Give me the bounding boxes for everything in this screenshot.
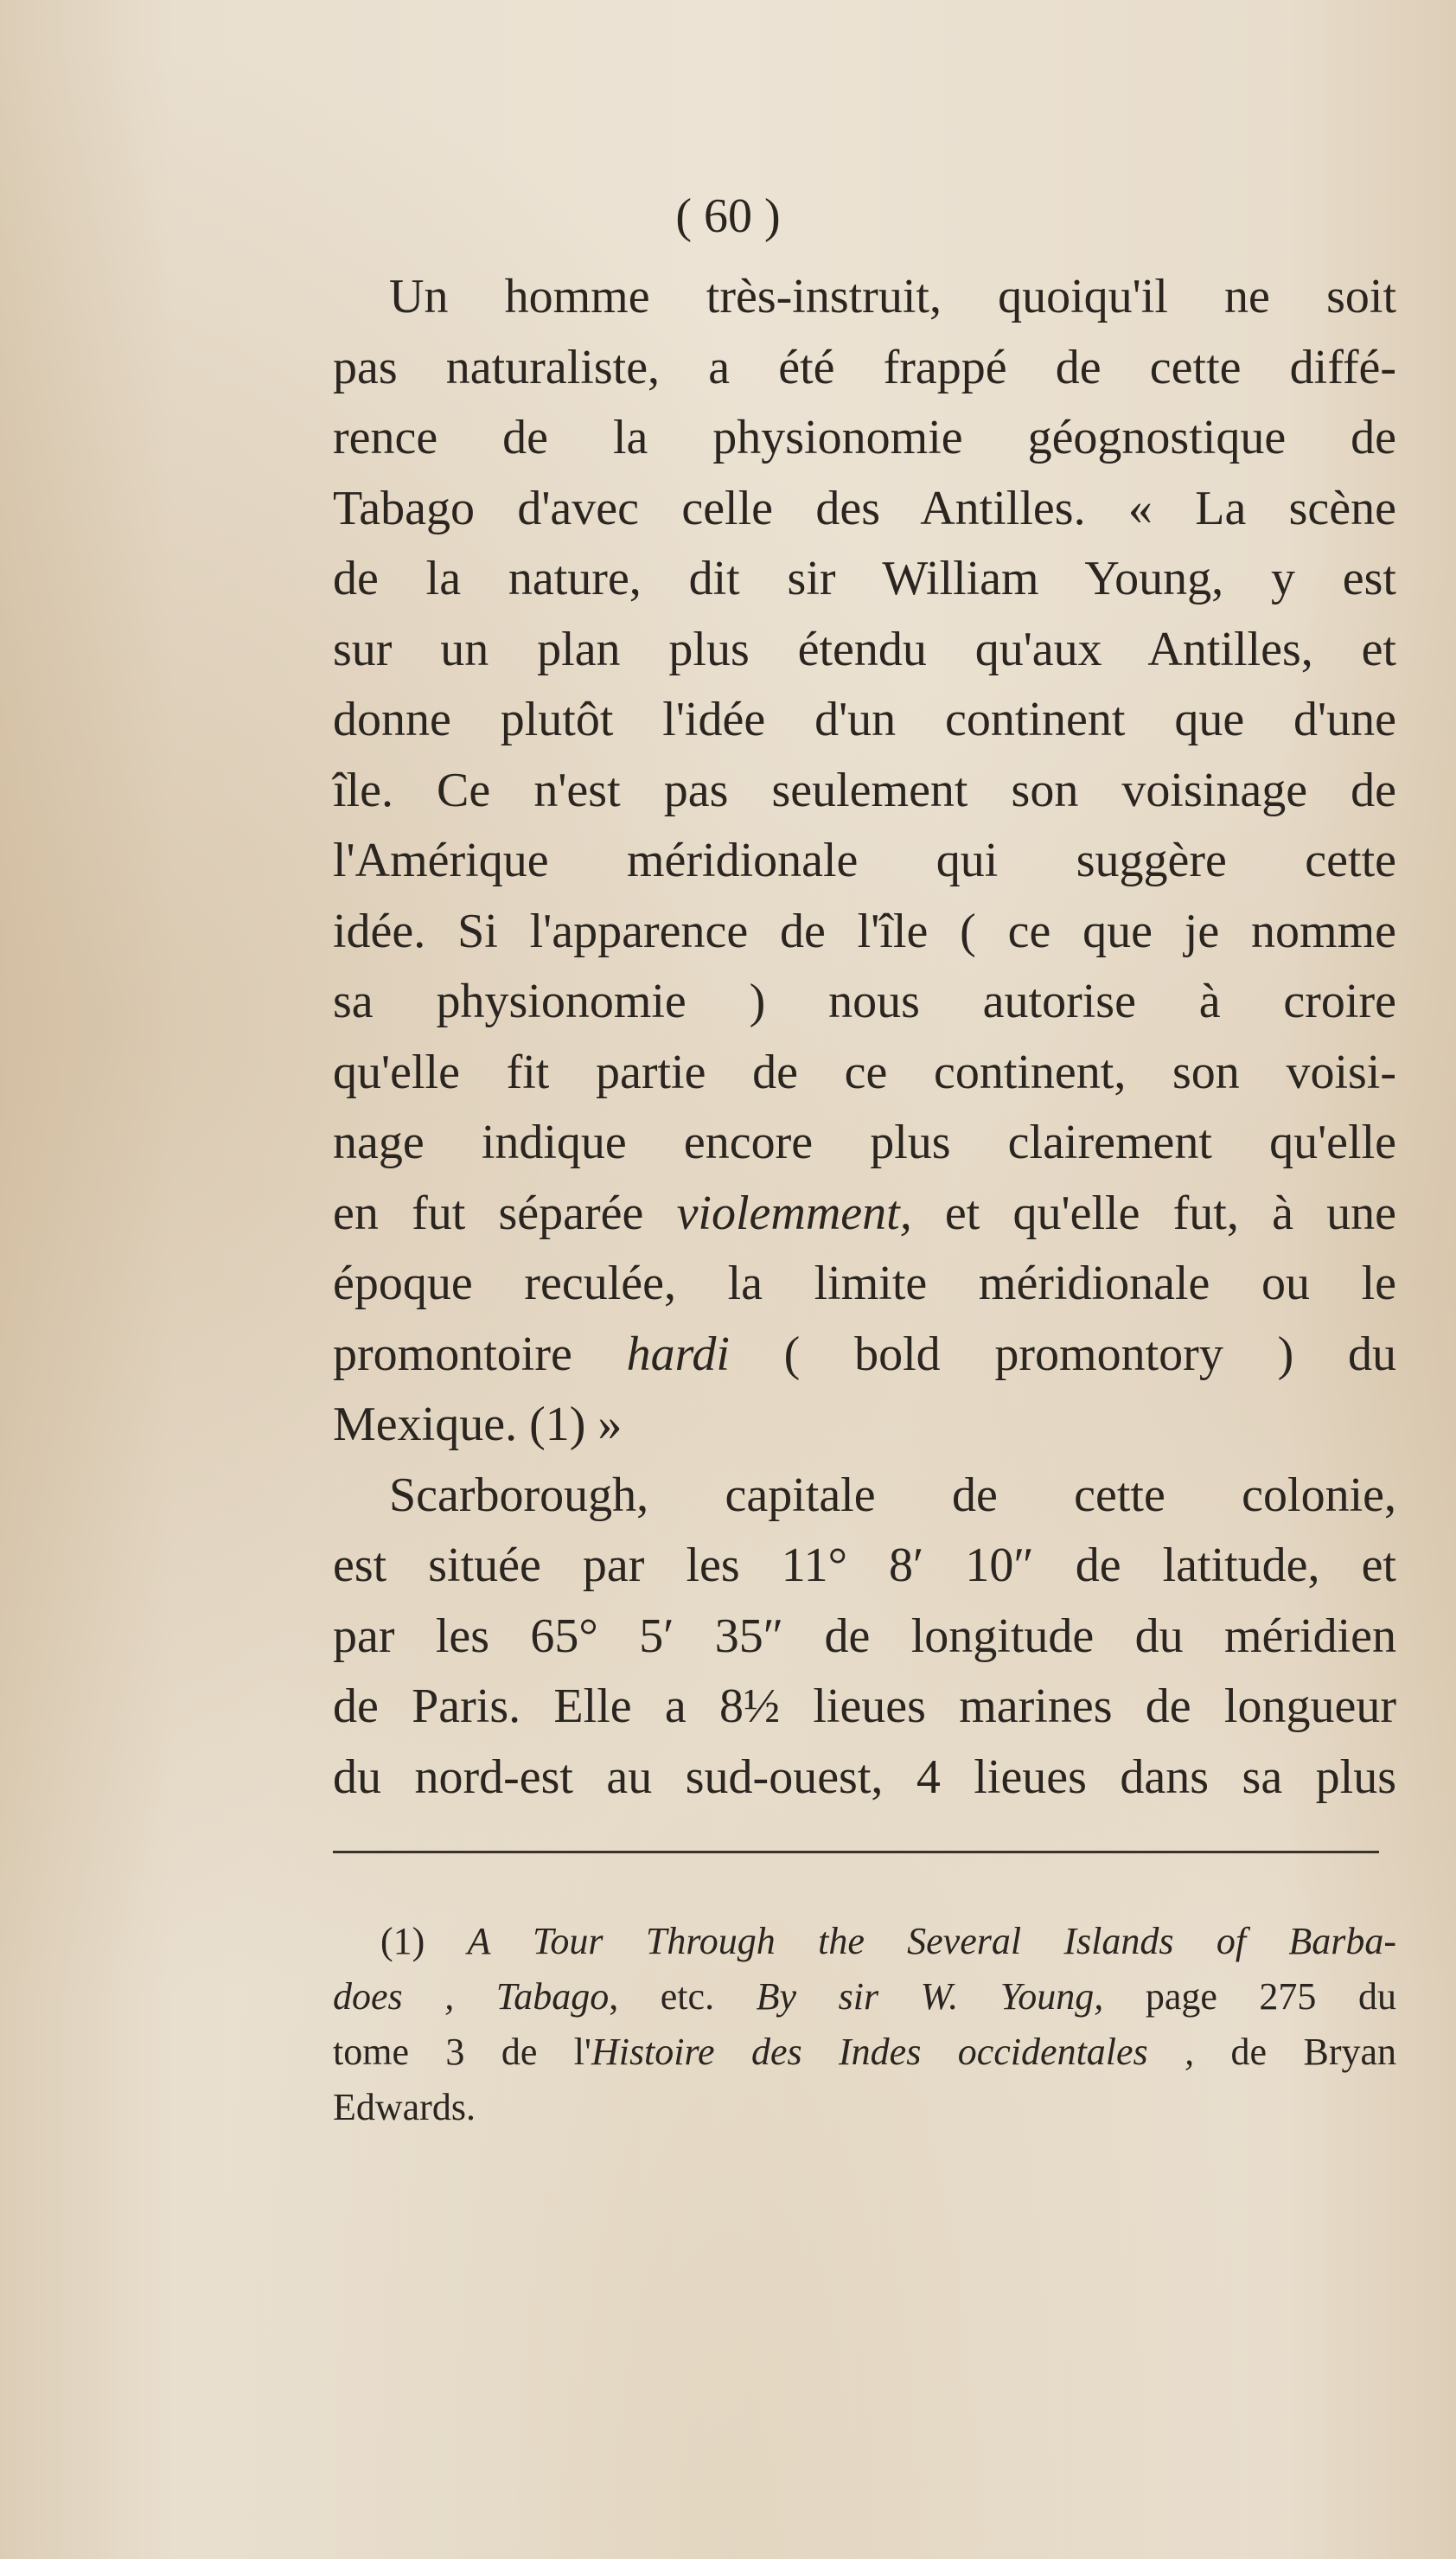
footnote-divider xyxy=(333,1851,1379,1853)
text-line: pas naturaliste, a été frappé de cette diffé- xyxy=(333,340,1396,394)
text-line: sur un plan plus étendu qu'aux Antilles, et xyxy=(333,622,1396,676)
footnote-line: Edwards. xyxy=(333,2086,476,2128)
italic-segment: Histoire des Indes occidentales , xyxy=(591,2031,1195,2073)
text-line: rence de la physionomie géognostique de xyxy=(333,411,1396,464)
text-segment: ( bold promontory ) du xyxy=(729,1327,1397,1381)
text-line: de Paris. Elle a 8½ lieues marines de longueur xyxy=(333,1679,1396,1733)
footnote-line xyxy=(333,1914,1396,1969)
body-text xyxy=(333,262,1396,1813)
text-line: par les 65° 5′ 35″ de longitude du méridien xyxy=(333,1609,1396,1663)
text-line xyxy=(333,1179,1396,1250)
text-line: qu'elle fit partie de ce continent, son voisi- xyxy=(333,1045,1396,1099)
text-line: Tabago d'avec celle des Antilles. « La scène xyxy=(333,481,1396,535)
text-line: donne plutôt l'idée d'un continent que d'une xyxy=(333,693,1396,746)
text-line: idée. Si l'apparence de l'île ( ce que je nomme xyxy=(333,904,1396,958)
text-segment: et qu'elle fut, à une xyxy=(911,1186,1396,1240)
text-segment: (1) xyxy=(380,1920,468,1962)
text-line: Un homme très-instruit, quoiqu'il ne soit xyxy=(389,270,1396,323)
text-line: nage indique encore plus clairement qu'elle xyxy=(333,1116,1396,1169)
text-segment: promontoire xyxy=(333,1327,627,1381)
footnote-line xyxy=(333,2025,1396,2080)
text-line: sa physionomie ) nous autorise à croire xyxy=(333,975,1396,1028)
text-line xyxy=(333,1320,1396,1391)
text-line: Scarborough, capitale de cette colonie, xyxy=(389,1468,1396,1522)
text-line: île. Ce n'est pas seulement son voisinage de xyxy=(333,763,1396,817)
text-line: est située par les 11° 8′ 10″ de latitude, et xyxy=(333,1539,1396,1592)
text-line: du nord-est au sud-ouest, 4 lieues dans sa plus xyxy=(333,1750,1396,1804)
italic-segment: violemment, xyxy=(676,1186,912,1240)
text-segment: de Bryan xyxy=(1194,2031,1396,2073)
text-line: époque reculée, la limite méridionale ou le xyxy=(333,1257,1396,1310)
text-segment: en fut séparée xyxy=(333,1186,677,1240)
italic-segment: By sir W. Young, xyxy=(756,1975,1104,2018)
footnote xyxy=(333,1914,1396,2135)
text-line: l'Amérique méridionale qui suggère cette xyxy=(333,834,1396,887)
page-number: ( 60 ) xyxy=(675,189,781,243)
text-line: Mexique. (1) » xyxy=(333,1398,623,1451)
italic-segment: hardi xyxy=(626,1327,730,1381)
text-segment: , etc. xyxy=(609,1975,757,2018)
text-segment: page 275 du xyxy=(1103,1975,1396,2018)
footnote-line xyxy=(333,1969,1396,2025)
italic-segment: does , Tabago xyxy=(333,1975,610,2018)
text-line: de la nature, dit sir William Young, y est xyxy=(333,552,1396,605)
italic-segment: A Tour Through the Several Islands of Barba- xyxy=(467,1920,1396,1962)
text-segment: tome 3 de l' xyxy=(333,2031,591,2073)
